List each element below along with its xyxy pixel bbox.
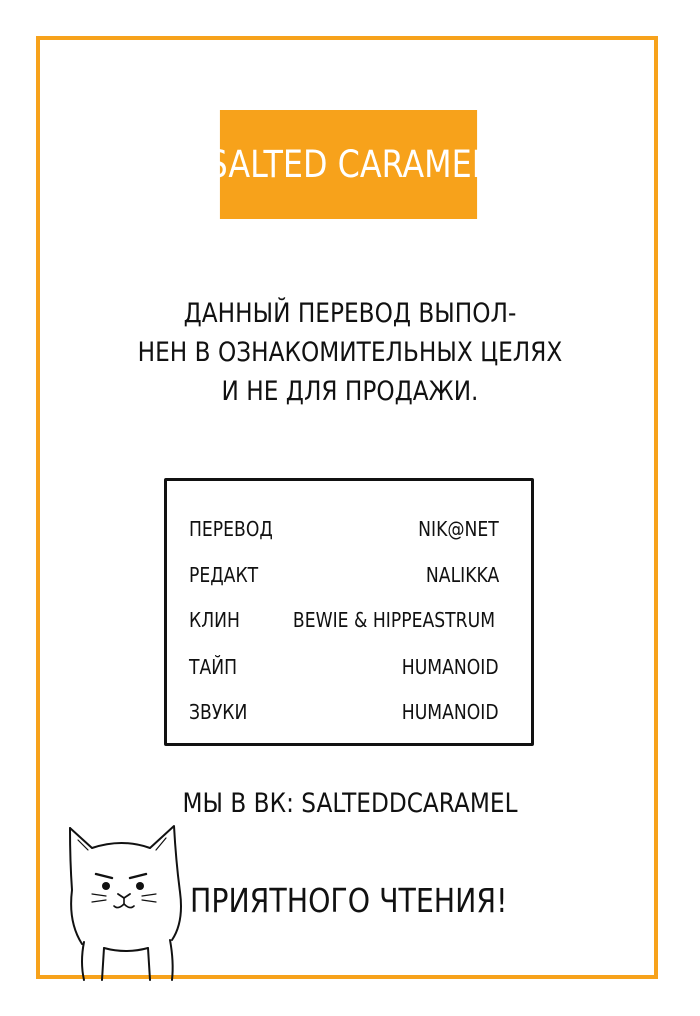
credit-name: BEWIE & HIPPEASTRUM — [292, 608, 495, 632]
credit-row-typesetting — [189, 655, 499, 683]
credit-row-editing — [189, 563, 499, 591]
credit-name: NALIKKA — [425, 563, 499, 587]
notice-line: НЕН В ОЗНАКОМИТЕЛЬНЫХ ЦЕЛЯХ — [137, 337, 563, 368]
credit-role: ПЕРЕВОД — [189, 517, 273, 541]
brand-title: SALTED CARAMEL — [207, 143, 490, 186]
notice-line: И НЕ ДЛЯ ПРОДАЖИ. — [221, 376, 479, 407]
notice-line: ДАННЫЙ ПЕРЕВОД ВЫПОЛ- — [183, 298, 517, 329]
credit-row-translation — [189, 517, 499, 545]
credit-name: NIK@NET — [418, 517, 499, 541]
credit-role: ТАЙП — [189, 655, 238, 679]
vk-contact: МЫ В ВК: SALTEDDCARAMEL — [182, 788, 518, 819]
credit-name: HUMANOID — [402, 700, 499, 724]
cat-icon — [62, 822, 194, 982]
credit-name: HUMANOID — [402, 655, 499, 679]
brand-banner — [207, 110, 490, 219]
credit-row-cleaning — [189, 608, 499, 636]
credit-role: РЕДАКТ — [189, 563, 259, 587]
credit-row-sfx — [189, 700, 499, 728]
closing-message: ПРИЯТНОГО ЧТЕНИЯ! — [190, 881, 508, 920]
credit-role: ЗВУКИ — [189, 700, 248, 724]
disclaimer-notice — [135, 294, 565, 411]
credit-role: КЛИН — [189, 608, 240, 632]
credits-box — [164, 478, 534, 746]
